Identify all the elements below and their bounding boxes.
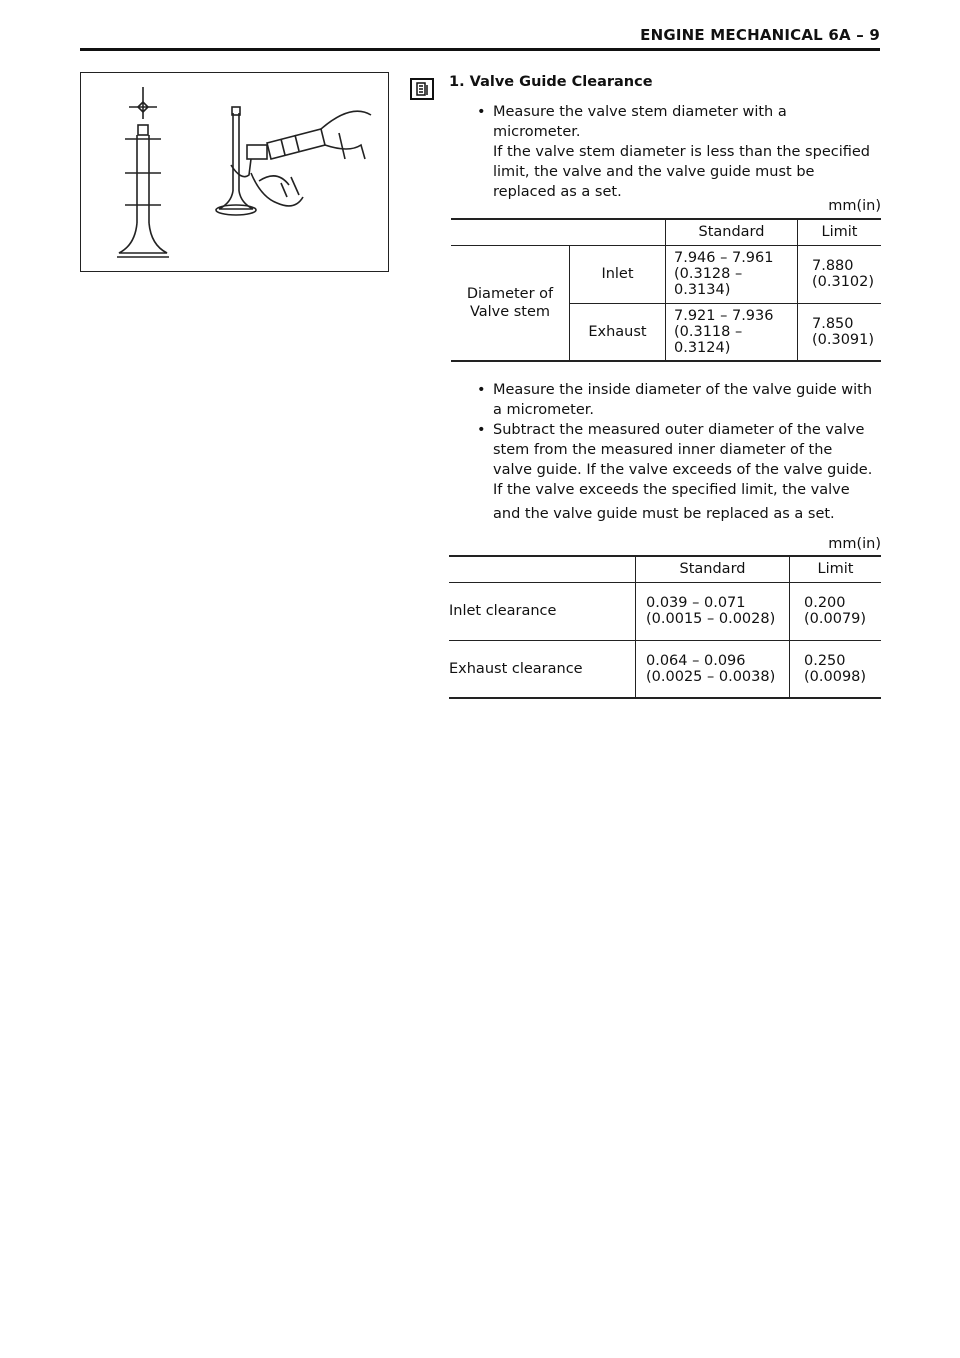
- bullet-item: [449, 380, 881, 420]
- cell-limit: [790, 582, 882, 640]
- cell-value: (0.3102): [811, 274, 875, 290]
- cell-value: (0.3118 – 0.3124): [673, 323, 743, 356]
- inspection-icon: [410, 78, 434, 100]
- cell-value: 0.200: [804, 595, 846, 611]
- page-header-title: ENGINE MECHANICAL 6A – 9: [640, 26, 880, 44]
- bullet-line: a micrometer.: [493, 402, 595, 418]
- cell-value: 7.946 – 7.961: [673, 250, 774, 266]
- cell-limit: [797, 245, 881, 303]
- bullet-line: Subtract the measured outer diameter of the valve: [493, 422, 865, 438]
- bullet-line: limit, the valve and the valve guide must be: [493, 164, 815, 180]
- cell-standard: [636, 582, 790, 640]
- section-title: 1. Valve Guide Clearance: [449, 74, 653, 90]
- unit-label: mm(in): [828, 198, 881, 214]
- cell-value: 0.250: [804, 652, 846, 669]
- bullet-line: Measure the inside diameter of the valve guide with: [493, 382, 873, 398]
- bullet-item: [449, 420, 881, 524]
- cell-value: (0.3128 – 0.3134): [673, 266, 743, 298]
- valve-micrometer-illustration: [81, 73, 388, 271]
- cell-standard: [665, 303, 797, 361]
- valve-stem-diameter-table: [451, 218, 881, 362]
- cell-value: 0.039 – 0.071: [646, 595, 746, 611]
- bullet-dot: •: [477, 382, 486, 398]
- table-header-limit: Limit: [797, 219, 881, 245]
- bullet-line: Measure the valve stem diameter with a: [493, 104, 787, 120]
- table-header-blank: [451, 219, 665, 245]
- row-label-line: Diameter of: [466, 285, 554, 302]
- valve-guide-clearance-table: [449, 555, 881, 699]
- cell-value: 7.850: [811, 315, 854, 332]
- cell-limit: [797, 303, 881, 361]
- bullet-line: replaced as a set.: [493, 184, 622, 200]
- bullet-line: and the valve guide must be replaced as a set.: [493, 506, 835, 522]
- cell-value: 0.064 – 0.096: [646, 652, 746, 669]
- sub-label-exhaust: Exhaust: [570, 303, 666, 361]
- cell-standard: [665, 245, 797, 303]
- cell-limit: [790, 640, 882, 698]
- bullet-dot: •: [477, 104, 486, 120]
- cell-value: 7.880: [811, 258, 854, 274]
- row-label-exhaust-clearance: Exhaust clearance: [449, 640, 636, 698]
- guide-measurement-content: [449, 380, 881, 554]
- bullet-line: micrometer.: [493, 124, 581, 140]
- row-label-line: Valve stem: [469, 303, 551, 320]
- cell-value: (0.0015 – 0.0028): [646, 611, 776, 627]
- cell-value: (0.3091): [811, 331, 875, 348]
- table-header-limit: Limit: [790, 556, 882, 582]
- bullet-line: valve guide. If the valve exceeds of the valve guide.: [493, 462, 873, 478]
- row-label-diameter: [451, 245, 570, 361]
- sub-label-inlet: Inlet: [570, 245, 666, 303]
- row-label-inlet-clearance: Inlet clearance: [449, 582, 636, 640]
- table-header-standard: Standard: [636, 556, 790, 582]
- bullet-line: stem from the measured inner diameter of the: [493, 442, 833, 458]
- cell-standard: [636, 640, 790, 698]
- bullet-line: If the valve stem diameter is less than the specified: [493, 144, 870, 160]
- table-header-standard: Standard: [665, 219, 797, 245]
- bullet-line: If the valve exceeds the specified limit, the valve: [493, 482, 850, 498]
- cell-value: (0.0079): [804, 611, 867, 627]
- cell-value: (0.0098): [804, 668, 867, 685]
- cell-value: 7.921 – 7.936: [673, 307, 774, 324]
- bullet-item: [449, 102, 881, 202]
- header-rule: [80, 48, 880, 51]
- valve-figure: [80, 72, 389, 272]
- unit-label: mm(in): [828, 536, 881, 552]
- table-header-blank: [449, 556, 636, 582]
- cell-value: (0.0025 – 0.0038): [646, 668, 776, 685]
- bullet-dot: •: [477, 422, 486, 438]
- section-content: [449, 70, 881, 216]
